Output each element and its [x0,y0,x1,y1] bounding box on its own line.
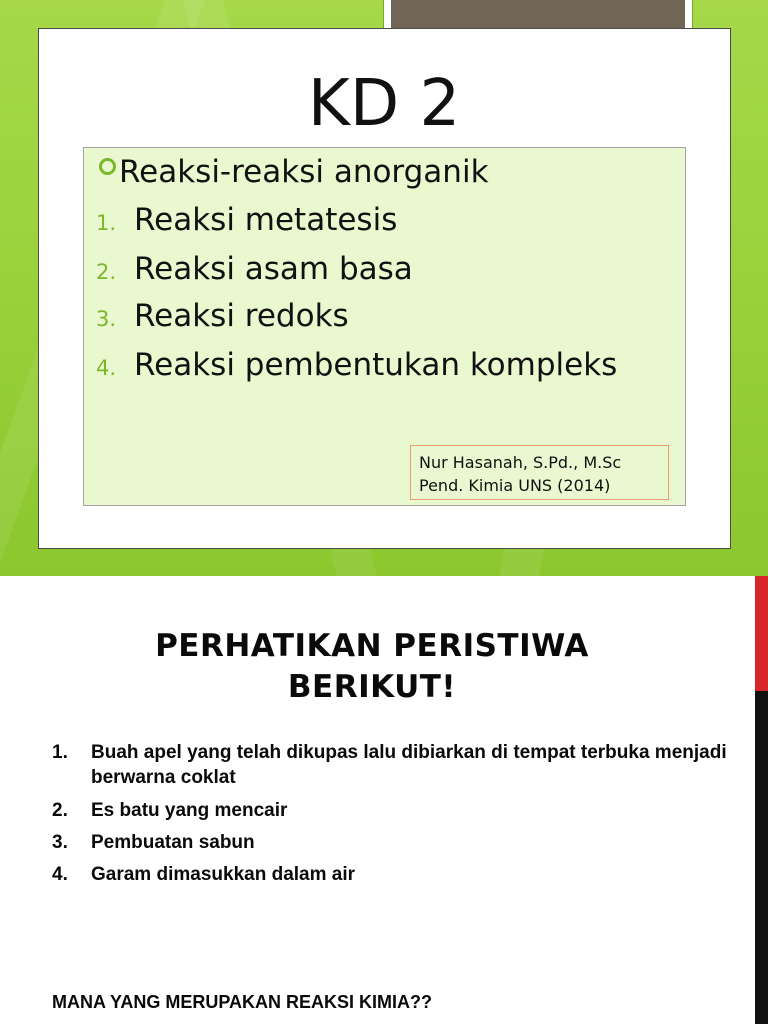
slide-2-title [0,626,744,708]
slide-2 [0,576,768,1024]
event-item-number: 4. [52,864,68,885]
event-item-text: Garam dimasukkan dalam air [91,864,356,885]
slide-2-title-line-1: PERHATIKAN PERISTIWA [155,628,589,664]
list-item-number: 3. [96,307,117,331]
bullet-item [96,150,489,194]
event-item [52,862,732,887]
list-item-number: 2. [96,260,117,284]
list-item-number: 4. [96,356,117,380]
list-item [96,293,349,339]
list-item-text: Reaksi metatesis [134,202,398,238]
list-item-number: 1. [96,211,117,235]
bullet-circle-icon [99,158,116,175]
question-text: MANA YANG MERUPAKAN REAKSI KIMIA?? [52,992,433,1012]
event-item-text: Pembuatan sabun [91,832,255,853]
event-item-number: 2. [52,800,68,821]
list-item-text: Reaksi asam basa [134,251,413,287]
event-item [52,740,732,790]
event-item-number: 1. [52,742,68,763]
event-item-number: 3. [52,832,68,853]
side-bar-red [755,576,768,691]
list-item [96,246,413,292]
bullet-text: Reaksi-reaksi anorganik [119,154,489,190]
event-item [52,830,732,855]
credit-institution: Pend. Kimia UNS (2014) [419,476,611,495]
list-item [96,342,617,388]
slide-title: KD 2 [307,67,461,141]
credit-box [410,445,669,500]
list-item-text: Reaksi redoks [134,298,349,334]
slide-2-title-line-2: BERIKUT! [287,669,457,705]
event-item-text: Es batu yang mencair [91,800,288,821]
event-item-text: Buah apel yang telah dikupas lalu dibiarkan di tempat terbuka menjadi berwarna coklat [91,742,727,788]
event-item [52,798,732,823]
list-item [96,197,397,243]
list-item-text: Reaksi pembentukan kompleks [134,347,618,383]
credit-author: Nur Hasanah, S.Pd., M.Sc [419,453,622,472]
